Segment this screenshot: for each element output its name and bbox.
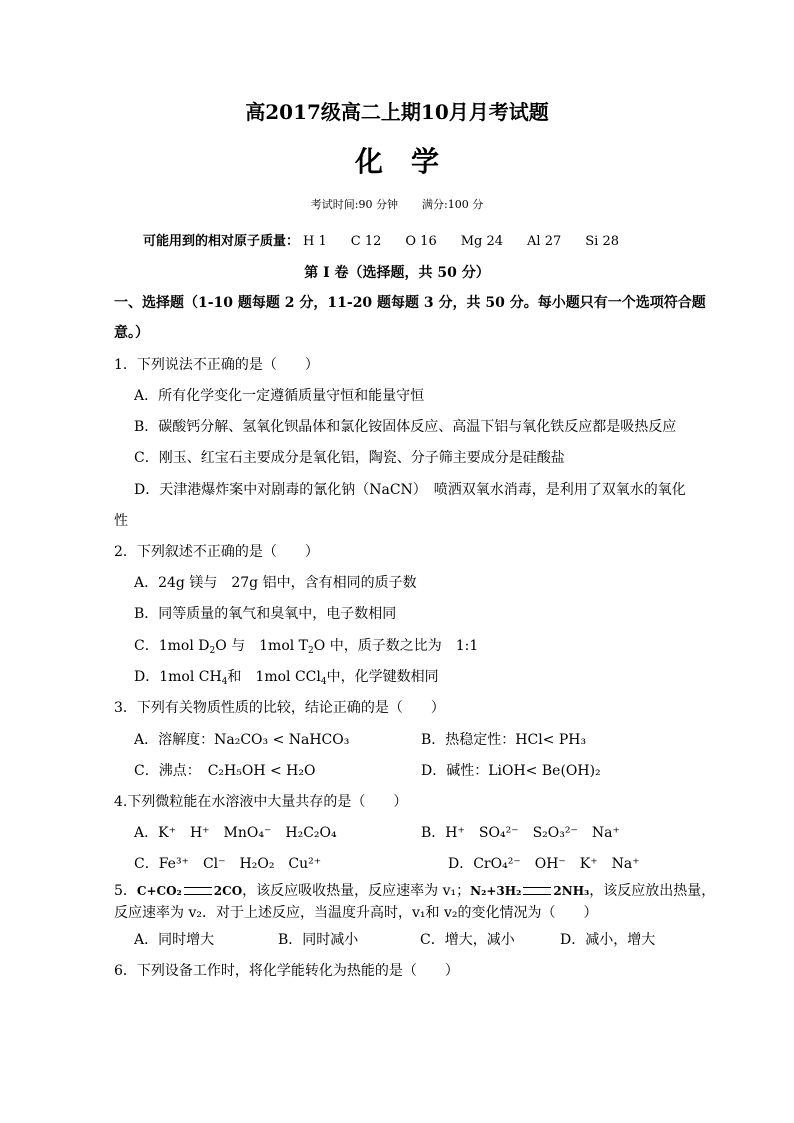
part-heading: 第 I 卷（选择题，共 50 分） bbox=[304, 265, 490, 281]
question-1-stem: 1．下列说法不正确的是（ ） bbox=[114, 357, 319, 373]
atomic-item: C 12 bbox=[350, 234, 382, 249]
exam-meta bbox=[0, 196, 794, 212]
exam-score: 满分:100 分 bbox=[422, 198, 484, 211]
atomic-masses bbox=[143, 230, 639, 249]
reaction-2-products: 2NH₃ bbox=[553, 884, 590, 898]
section-heading: 一、选择题（1-10 题每题 2 分，11-20 题每题 3 分，共 50 分。每小题只有一个选项符合题 bbox=[114, 295, 706, 311]
q1-option-c: C．刚玉、红宝石主要成分是氧化铝，陶瓷、分子筛主要成分是硅酸盐 bbox=[134, 450, 565, 466]
q5-option-d: D．减小，增大 bbox=[560, 932, 656, 948]
reaction-1-reactants: C+CO₂ bbox=[136, 884, 182, 898]
q4-option-a: A．K⁺ H⁺ MnO₄⁻ H₂C₂O₄ bbox=[134, 825, 337, 841]
q4-option-c: C．Fe³⁺ Cl⁻ H₂O₂ Cu²⁺ bbox=[134, 856, 322, 872]
q5-option-b: B．同时减小 bbox=[278, 932, 359, 948]
question-5-stem-cont: 反应速率为 v₂．对于上述反应，当温度升高时，v₁和 v₂的变化情况为（ ） bbox=[114, 905, 598, 921]
subject-title: 化学 bbox=[354, 145, 467, 178]
q2-option-d: D．1mol $CH_4$和 1mol CCl$_4$中，化学键数相同 bbox=[134, 669, 439, 687]
q1-option-a: A．所有化学变化一定遵循质量守恒和能量守恒 bbox=[134, 388, 425, 404]
reaction-2-reactants: N₂+3H₂ bbox=[470, 884, 522, 898]
q2-option-b: B．同等质量的氧气和臭氧中，电子数相同 bbox=[134, 606, 397, 622]
q1-option-b: B．碳酸钙分解、氢氧化钡晶体和氯化铵固体反应、高温下铝与氧化铁反应都是吸热反应 bbox=[134, 419, 677, 435]
atomic-item: Mg 24 bbox=[460, 234, 504, 249]
q3-option-a: A．溶解度：Na₂CO₃ < NaHCO₃ bbox=[134, 732, 350, 748]
q4-option-d: D．CrO₄²⁻ OH⁻ K⁺ Na⁺ bbox=[448, 856, 640, 872]
q1-option-d: D．天津港爆炸案中对剧毒的氰化钠（NaCN） 喷洒双氧水消毒，是利用了双氧水的氧化 bbox=[134, 482, 686, 498]
q4-option-b: B．H⁺ SO₄²⁻ S₂O₃²⁻ Na⁺ bbox=[421, 825, 620, 841]
q3-option-c: C．沸点： C₂H₅OH < H₂O bbox=[134, 763, 316, 779]
question-2-stem: 2．下列叙述不正确的是（ ） bbox=[114, 544, 319, 560]
q2-option-c: C．1mol $D_2O$ 与 1mol $T_2O$ 中，质子数之比为 1:1 bbox=[134, 638, 479, 656]
section-heading-cont: 意。） bbox=[114, 325, 149, 341]
q2-option-a: A．24g 镁与 27g 铝中，含有相同的质子数 bbox=[134, 575, 417, 591]
equilibrium-arrow-icon bbox=[523, 887, 551, 895]
atomic-item: Al 27 bbox=[527, 234, 562, 249]
q5-option-a: A．同时增大 bbox=[134, 932, 215, 948]
question-6-stem: 6．下列设备工作时，将化学能转化为热能的是（ ） bbox=[114, 963, 459, 979]
atomic-item: Si 28 bbox=[585, 234, 620, 249]
q3-option-b: B．热稳定性：HCl< PH₃ bbox=[421, 732, 587, 748]
question-5-stem: 5．C+CO₂ 2CO，该反应吸收热量，反应速率为 v₁；N₂+3H₂ 2NH₃，该反应放出热量， bbox=[114, 883, 716, 899]
atomic-item: O 16 bbox=[405, 234, 437, 249]
atomic-item: H 1 bbox=[303, 234, 327, 249]
q5-option-c: C．增大，减小 bbox=[420, 932, 515, 948]
atomic-label: 可能用到的相对原子质量： bbox=[143, 234, 300, 249]
exam-time: 考试时间:90 分钟 bbox=[310, 198, 398, 211]
exam-title: 高2017级高二上期10月月考试题 bbox=[245, 100, 549, 124]
reaction-1-products: 2CO bbox=[213, 884, 243, 898]
equilibrium-arrow-icon bbox=[184, 887, 212, 895]
q3-option-d: D．碱性：LiOH< Be(OH)₂ bbox=[421, 763, 601, 779]
question-3-stem: 3．下列有关物质性质的比较，结论正确的是（ ） bbox=[114, 700, 445, 716]
question-4-stem: 4.下列微粒能在水溶液中大量共存的是（ ） bbox=[114, 794, 408, 810]
q1-option-d-cont: 性 bbox=[114, 513, 128, 529]
